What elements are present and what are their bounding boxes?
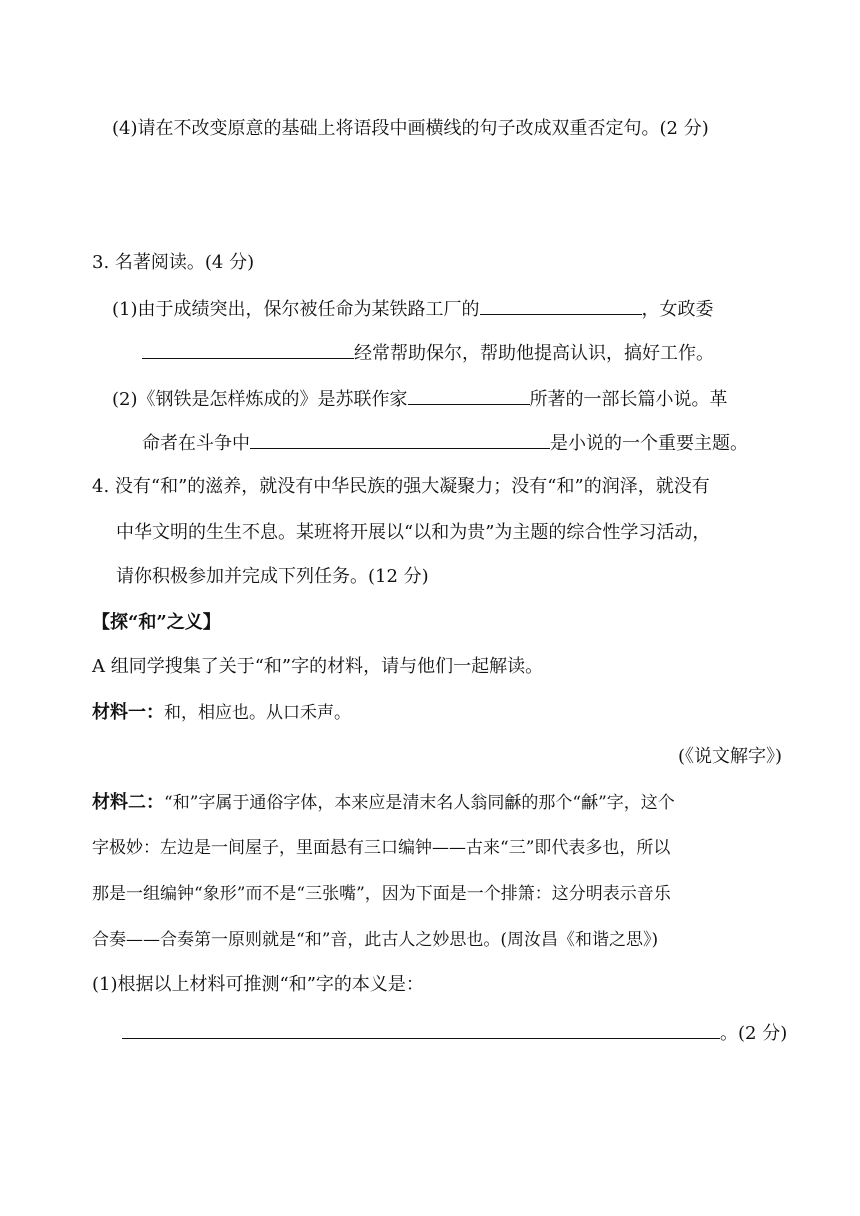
question-3-2-text-b: 所著的一部长篇小说。革 bbox=[529, 389, 728, 410]
question-3-1-text-a: (1)由于成绩突出，保尔被任命为某铁路工厂的 bbox=[112, 299, 480, 320]
question-4-1: (1)根据以上材料可推测“和”字的本义是： bbox=[92, 974, 424, 995]
question-3-title: 3. 名著阅读。(4 分) bbox=[92, 252, 255, 273]
material-1-source: (《说文解字》) bbox=[677, 746, 782, 767]
question-4-1-tail: 。(2 分) bbox=[720, 1023, 788, 1044]
material-2-line4: 合奏——合奏第一原则就是“和”音，此古人之妙思也。(周汝昌《和谐之思》) bbox=[92, 930, 659, 950]
question-3-1-line1 bbox=[112, 296, 714, 321]
material-2-label: 材料二： bbox=[92, 792, 164, 813]
question-3-2-text-c: 命者在斗争中 bbox=[142, 433, 250, 454]
material-2-text-1: “和”字属于通俗字体，本来应是清末名人翁同龢的那个“龢”字，这个 bbox=[164, 793, 675, 813]
answer-blank[interactable] bbox=[142, 340, 354, 359]
material-2-line1 bbox=[92, 792, 675, 814]
answer-blank[interactable] bbox=[250, 430, 550, 449]
question-3-1-line2 bbox=[142, 340, 714, 365]
answer-blank[interactable] bbox=[480, 296, 642, 315]
question-3-2-line2 bbox=[142, 430, 748, 455]
section-heading: 【探“和”之义】 bbox=[92, 612, 221, 633]
material-2-line3: 那是一组编钟“象形”而不是“三张嘴”，因为下面是一个排箫：这分明表示音乐 bbox=[92, 884, 671, 904]
question-3-2-text-d: 是小说的一个重要主题。 bbox=[550, 433, 748, 454]
answer-blank[interactable] bbox=[408, 386, 530, 405]
answer-blank[interactable] bbox=[122, 1020, 720, 1039]
material-1 bbox=[92, 702, 351, 724]
question-3-2-line1 bbox=[112, 386, 728, 411]
section-intro: A 组同学搜集了关于“和”字的材料，请与他们一起解读。 bbox=[92, 656, 544, 677]
question-4-line1: 4. 没有“和”的滋养，就没有中华民族的强大凝聚力；没有“和”的润泽，就没有 bbox=[92, 476, 710, 497]
question-3-1-text-c: 经常帮助保尔，帮助他提高认识，搞好工作。 bbox=[354, 343, 714, 364]
question-2-4: (4)请在不改变原意的基础上将语段中画横线的句子改成双重否定句。(2 分) bbox=[112, 118, 709, 139]
question-3-2-text-a: (2)《钢铁是怎样炼成的》是苏联作家 bbox=[112, 389, 408, 410]
question-3-1-text-b: ，女政委 bbox=[641, 299, 714, 320]
question-4-line3: 请你积极参加并完成下列任务。(12 分) bbox=[116, 566, 429, 587]
material-1-text: 和，相应也。从口禾声。 bbox=[164, 703, 351, 723]
question-4-1-answer-line bbox=[122, 1020, 787, 1045]
material-1-label: 材料一： bbox=[92, 702, 164, 723]
question-4-line2: 中华文明的生生不息。某班将开展以“以和为贵”为主题的综合性学习活动， bbox=[116, 522, 711, 543]
material-2-line2: 字极妙：左边是一间屋子，里面悬有三口编钟——古来“三”即代表多也，所以 bbox=[92, 838, 671, 858]
